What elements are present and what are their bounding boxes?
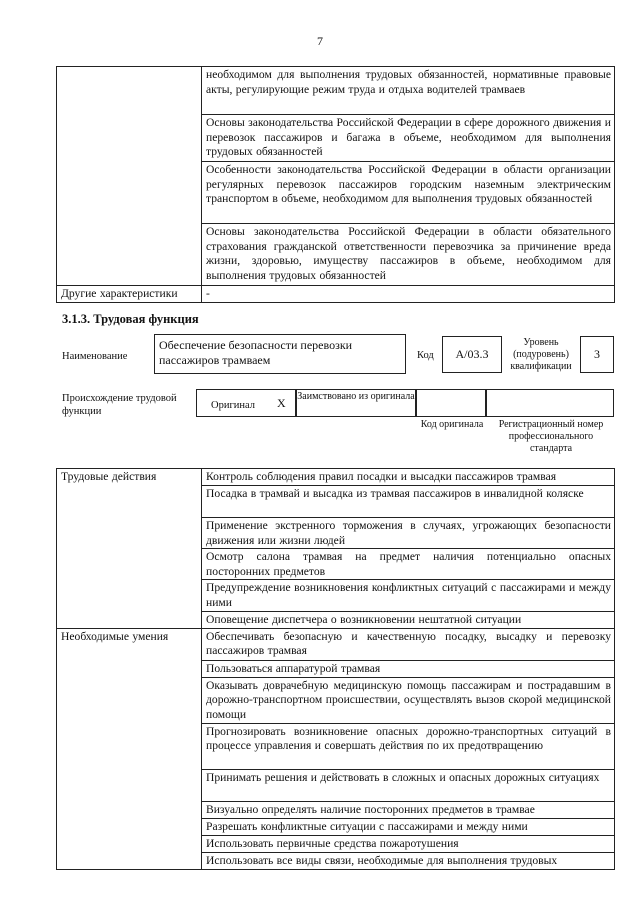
table-row	[57, 286, 615, 303]
row-label: Необходимые умения	[57, 628, 202, 869]
original-box	[196, 389, 296, 417]
table-cell: Основы законодательства Российской Федерации в области обязательного страхования гражданской ответственности перевозчика за причинение вреда жизни, здоровью, имуществу пассажиров в объеме, необходимом для выполнения трудовых обязанностей	[202, 224, 615, 286]
function-name: Обеспечение безопасности перевозки пассажиров трамваем	[159, 338, 353, 367]
table-cell: Посадка в трамвай и высадка из трамвая пассажиров в инвалидной коляске	[202, 486, 615, 518]
section-title: 3.1.3. Трудовая функция	[62, 312, 199, 326]
table-cell: Основы законодательства Российской Федерации в сфере дорожного движения и перевозок пассажиров и багажа в объеме, необходимом для выполнения трудовых обязанностей	[202, 115, 615, 162]
table-cell: Использовать первичные средства пожаротушения	[202, 835, 615, 852]
table-cell: Принимать решения и действовать в сложных и опасных дорожных ситуациях	[202, 769, 615, 801]
borrowed-box	[296, 389, 416, 417]
table-row	[57, 67, 615, 115]
table-cell: -	[202, 286, 615, 303]
table-cell: Применение экстренного торможения в случаях, угрожающих безопасности движения или жизни людей	[202, 518, 615, 549]
table-cell: Разрешать конфликтные ситуации с пассажирами и между ними	[202, 818, 615, 835]
table-cell: Оказывать доврачебную медицинскую помощь пассажирам и пострадавшим в дорожно-транспортном происшествии, осуществлять вызов скорой медицинской помощи	[202, 677, 615, 723]
reg-number-label: Регистрационный номер профессионального стандарта	[498, 419, 604, 454]
borrowed-label: Заимствовано из оригинала	[297, 391, 415, 402]
table-cell: Использовать все виды связи, необходимые для выполнения трудовых	[202, 852, 615, 869]
table-cell: Обеспечивать безопасную и качественную посадку, высадку и перевозку пассажиров трамвая	[202, 628, 615, 660]
table-cell: Контроль соблюдения правил посадки и высадки пассажиров трамвая	[202, 469, 615, 486]
original-mark: X	[277, 396, 286, 410]
code-box	[442, 336, 502, 373]
level-box	[580, 336, 614, 373]
table-cell: Пользоваться аппаратурой трамвая	[202, 660, 615, 677]
table-cell: Визуально определять наличие посторонних предметов в трамвае	[202, 801, 615, 818]
reg-number-box	[486, 389, 614, 417]
page-number: 7	[317, 34, 323, 48]
table-cell: Осмотр салона трамвая на предмет наличия потенциально опасных посторонних предметов	[202, 549, 615, 580]
table-cell: Особенности законодательства Российской Федерации в области организации регулярных перевозок пассажиров городским наземным электрическим транспортом в объеме, необходимом для выполнения трудовых обязанностей	[202, 162, 615, 224]
code-label: Код	[417, 350, 434, 361]
table-cell: Предупреждение возникновения конфликтных ситуаций с пассажирами и между ними	[202, 580, 615, 611]
name-value-box	[154, 334, 406, 374]
origin-label: Происхождение трудовой функции	[62, 393, 177, 417]
row-label: Трудовые действия	[57, 469, 202, 629]
code-original-label: Код оригинала	[420, 419, 484, 430]
code-original-box	[416, 389, 486, 417]
row-label	[57, 67, 202, 286]
knowledge-table	[56, 66, 615, 303]
table-cell: Оповещение диспетчера о возникновении нештатной ситуации	[202, 611, 615, 628]
original-label: Оригинал	[211, 400, 255, 411]
level-value: 3	[594, 347, 600, 361]
function-table	[56, 468, 615, 870]
table-cell: необходимом для выполнения трудовых обязанностей, нормативные правовые акты, регулирующие режим труда и отдыха водителей трамваев	[202, 67, 615, 115]
row-label: Другие характеристики	[57, 286, 202, 303]
name-label: Наименование	[62, 351, 128, 362]
table-cell: Прогнозировать возникновение опасных дорожно-транспортных ситуаций в процессе управления и совершать действия по их предотвращению	[202, 723, 615, 769]
table-row	[57, 628, 615, 660]
code-value: A/03.3	[455, 347, 489, 361]
table-row	[57, 469, 615, 486]
level-label: Уровень (подуровень) квалификации	[510, 337, 572, 372]
